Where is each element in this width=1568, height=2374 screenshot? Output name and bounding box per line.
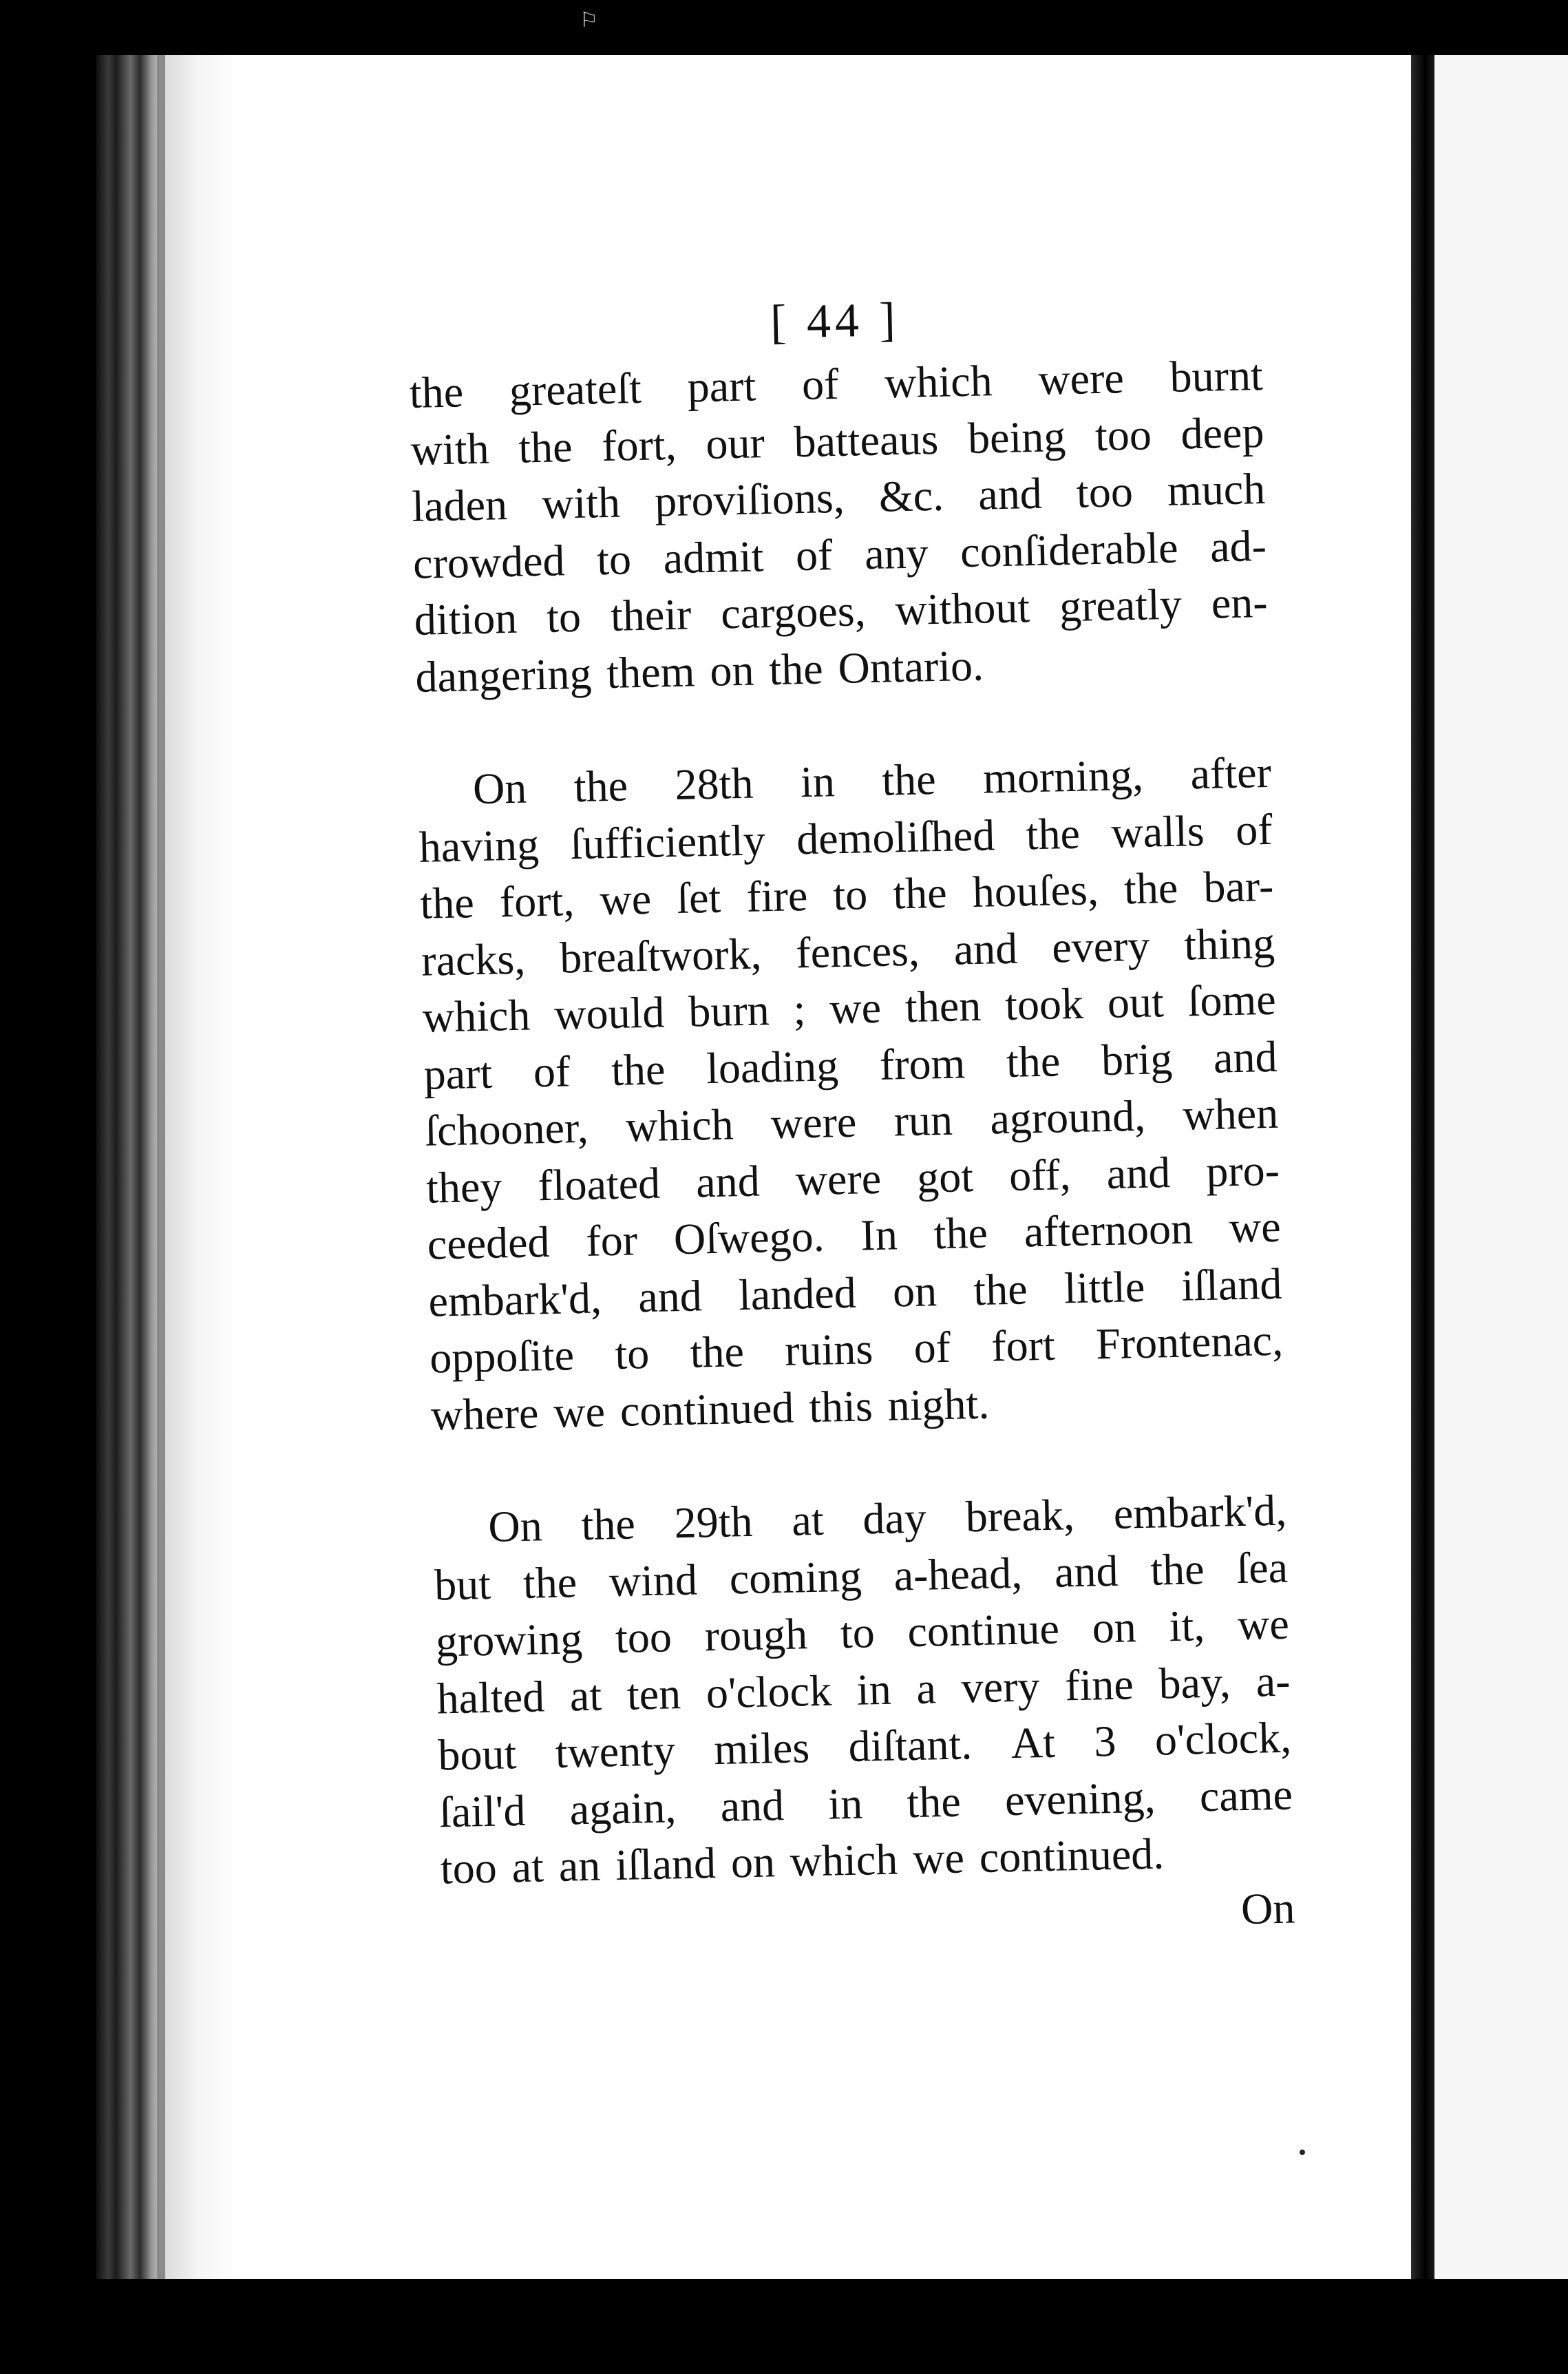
page-edge (157, 55, 165, 2286)
text-line: oppoſite to the ruins of fort Frontenac, (429, 1315, 1284, 1383)
facing-page-edge (1434, 55, 1568, 2286)
text-line: On the 29th at day break, embark'd, (487, 1485, 1287, 1551)
catchword: On (1240, 1883, 1296, 1933)
text-line: but the wind coming a-head, and the ſea (434, 1542, 1289, 1610)
page-text (407, 278, 1295, 1954)
page-number: [ 44 ] (770, 293, 900, 349)
text-line: growing too rough to continue on it, we (435, 1599, 1290, 1666)
text-line: which would burn ; we then took out ſome (422, 974, 1277, 1042)
text-line: racks, breaſtwork, fences, and every thing (421, 918, 1275, 985)
paragraphs (409, 347, 1294, 1898)
text-line: crowded to admit of any conſiderable ad- (412, 521, 1267, 588)
text-line: the fort, we ſet fire to the houſes, the bar- (419, 861, 1274, 928)
text-line: having ſufficiently demoliſhed the walls of (419, 804, 1273, 872)
text-line: embark'd, and landed on the little iſland (427, 1259, 1282, 1326)
text-line: dition to their cargoes, without greatly en- (414, 577, 1269, 644)
text-line: the greateſt part of which were burnt (409, 350, 1264, 417)
text-line: dangering them on the Ontario. (414, 640, 984, 702)
text-line: ſchooner, which were run aground, when (424, 1088, 1279, 1155)
text-line: with the fort, our batteaus being too deep (410, 407, 1265, 474)
paragraph (433, 1482, 1295, 1898)
paragraph (409, 347, 1269, 706)
text-line: On the 28th in the morning, after (472, 747, 1272, 814)
text-line: ſail'd again, and in the evening, came (438, 1769, 1293, 1837)
scan-border (0, 2279, 1568, 2374)
text-line: they floated and were got off, and pro- (425, 1145, 1280, 1212)
text-line: halted at ten o'clock in a very fine bay, a- (436, 1656, 1291, 1723)
text-line: part of the loading from the brig and (423, 1031, 1278, 1099)
paper-speck (1300, 2150, 1305, 2155)
page-gutter (1411, 55, 1434, 2286)
text-line: laden with proviſions, &c. and too much (411, 463, 1266, 531)
text-line: bout twenty miles diſtant. At 3 o'clock, (437, 1712, 1292, 1780)
scan-marker: ⚐ (580, 8, 598, 32)
text-line: too at an iſland on which we continued. (440, 1829, 1165, 1893)
paragraph (417, 744, 1284, 1444)
text-line: where we continued this night. (430, 1378, 990, 1440)
book-spine (96, 55, 162, 2286)
text-line: ceeded for Oſwego. In the afternoon we (427, 1201, 1282, 1269)
